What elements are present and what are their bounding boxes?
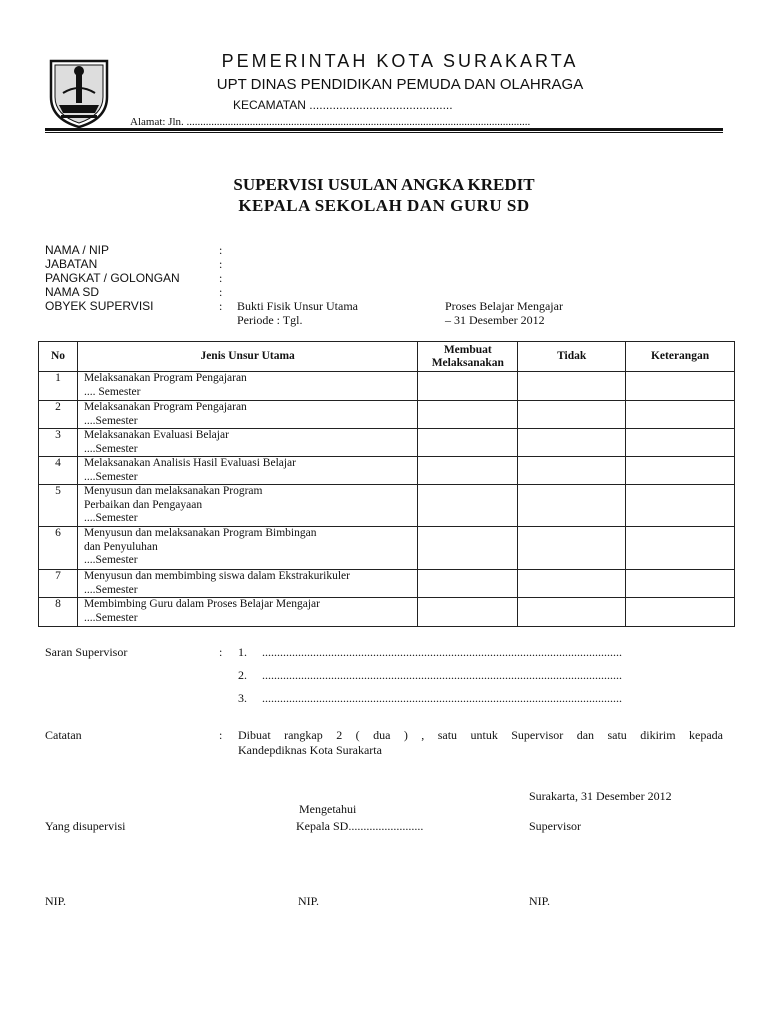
signature-mengetahui: Mengetahui (299, 802, 357, 816)
signature-nip-left: NIP. (45, 894, 67, 908)
signature-kepala-sd: Kepala SD......................... (296, 819, 424, 833)
field-label-jabatan: JABATAN (45, 257, 98, 271)
saran-item-field-2[interactable]: ........................................................................................................................ (262, 668, 622, 682)
saran-item-field-1[interactable]: ........................................................................................................................ (262, 645, 622, 659)
tidak-cell[interactable] (518, 429, 626, 457)
tidak-cell[interactable] (518, 401, 626, 429)
row-description (77, 401, 417, 429)
field-colon: : (219, 243, 223, 257)
keterangan-cell[interactable] (626, 598, 735, 627)
obyek-proses: Proses Belajar Mengajar (445, 299, 563, 313)
periode-label: Periode : Tgl. (237, 313, 303, 327)
keterangan-cell[interactable] (626, 401, 735, 429)
row-number: 8 (39, 598, 78, 627)
row-description-line2: .... Semester (83, 385, 141, 398)
saran-item-num-2: 2. (238, 668, 247, 682)
row-description (77, 570, 417, 598)
saran-item-field-3[interactable]: ........................................................................................................................ (262, 691, 622, 705)
row-description-line2: ....Semester (83, 583, 138, 596)
column-header-membuat-line2: Melaksanakan (431, 356, 504, 369)
tidak-cell[interactable] (518, 457, 626, 485)
header-rule-thick (45, 128, 723, 131)
row-description-line3: ....Semester (83, 512, 138, 524)
row-description-line2: ....Semester (83, 442, 138, 455)
catatan-label: Catatan (45, 728, 82, 742)
row-number: 7 (39, 570, 78, 598)
table-row (39, 372, 735, 401)
row-description-line1: Melaksanakan Evaluasi Belajar (83, 429, 229, 441)
row-number: 6 (39, 527, 78, 570)
row-description-line2: dan Penyuluhan (83, 540, 158, 553)
field-colon: : (219, 271, 223, 285)
saran-label: Saran Supervisor (45, 645, 128, 659)
membuat-cell[interactable] (418, 570, 518, 598)
table-row (39, 570, 735, 598)
periode-value: – 31 Desember 2012 (445, 313, 545, 327)
keterangan-cell[interactable] (626, 429, 735, 457)
row-description (77, 527, 417, 570)
document-title-line2: KEPALA SEKOLAH DAN GURU SD (238, 196, 530, 215)
document-title-line1: SUPERVISI USULAN ANGKA KREDIT (233, 175, 535, 194)
row-description-line1: Menyusun dan melaksanakan Program Bimbingan (83, 527, 317, 539)
field-colon: : (219, 299, 223, 313)
header-rule-thin (45, 132, 723, 133)
row-description-line1: Melaksanakan Program Pengajaran (83, 401, 247, 413)
saran-colon: : (219, 645, 223, 659)
row-description-line2: Perbaikan dan Pengayaan (83, 498, 203, 511)
table-row (39, 457, 735, 485)
signature-place-date: Surakarta, 31 Desember 2012 (529, 789, 672, 803)
header-district: KECAMATAN ........................................... (233, 98, 453, 112)
row-number: 5 (39, 485, 78, 527)
membuat-cell[interactable] (418, 457, 518, 485)
column-header-no: No (39, 342, 78, 372)
membuat-cell[interactable] (418, 598, 518, 627)
membuat-cell[interactable] (418, 429, 518, 457)
row-description-line1: Melaksanakan Program Pengajaran (83, 372, 247, 384)
row-description (77, 372, 417, 401)
supervision-table (38, 341, 735, 627)
row-number: 1 (39, 372, 78, 401)
table-header-row (39, 342, 735, 372)
membuat-cell[interactable] (418, 401, 518, 429)
row-description-line3: ....Semester (83, 554, 138, 566)
membuat-cell[interactable] (418, 527, 518, 570)
row-description-line1: Melaksanakan Analisis Hasil Evaluasi Belajar (83, 457, 296, 469)
field-label-pangkat: PANGKAT / GOLONGAN (45, 271, 180, 285)
catatan-colon: : (219, 728, 223, 742)
keterangan-cell[interactable] (626, 457, 735, 485)
table-row (39, 429, 735, 457)
table-row (39, 527, 735, 570)
row-description-line2: ....Semester (83, 414, 138, 427)
signature-nip-right: NIP. (529, 894, 551, 908)
column-header-membuat-line1: Membuat (443, 343, 492, 356)
table-row (39, 401, 735, 429)
field-label-nama-sd: NAMA SD (45, 285, 100, 299)
row-description (77, 457, 417, 485)
signature-supervisor: Supervisor (529, 819, 581, 833)
city-coat-of-arms-logo (45, 57, 113, 129)
table-row (39, 485, 735, 527)
row-description-line1: Menyusun dan melaksanakan Program (83, 485, 263, 497)
column-header-membuat (418, 342, 518, 372)
table-row (39, 598, 735, 627)
saran-item-num-3: 3. (238, 691, 247, 705)
tidak-cell[interactable] (518, 485, 626, 527)
field-colon: : (219, 285, 223, 299)
membuat-cell[interactable] (418, 485, 518, 527)
row-description-line2: ....Semester (83, 611, 138, 624)
keterangan-cell[interactable] (626, 485, 735, 527)
header-government-name: PEMERINTAH KOTA SURAKARTA (221, 51, 579, 71)
row-description-line1: Menyusun dan membimbing siswa dalam Ekstrakurikuler (83, 570, 350, 582)
field-label-nama-nip: NAMA / NIP (45, 243, 110, 257)
obyek-unsur: Bukti Fisik Unsur Utama (237, 299, 359, 313)
row-number: 4 (39, 457, 78, 485)
column-header-tidak: Tidak (518, 342, 626, 372)
keterangan-cell[interactable] (626, 527, 735, 570)
catatan-text-line2: Kandepdiknas Kota Surakarta (238, 743, 382, 757)
column-header-jenis: Jenis Unsur Utama (77, 342, 417, 372)
signature-yang-disupervisi: Yang disupervisi (45, 819, 126, 833)
row-number: 2 (39, 401, 78, 429)
field-colon: : (219, 257, 223, 271)
saran-item-num-1: 1. (238, 645, 247, 659)
membuat-cell[interactable] (418, 372, 518, 401)
row-description-line1: Membimbing Guru dalam Proses Belajar Mengajar (83, 598, 320, 610)
tidak-cell[interactable] (518, 527, 626, 570)
tidak-cell[interactable] (518, 598, 626, 627)
row-description (77, 598, 417, 627)
header-agency-name: UPT DINAS PENDIDIKAN PEMUDA DAN OLAHRAGA (216, 76, 584, 93)
keterangan-cell[interactable] (626, 372, 735, 401)
row-description (77, 485, 417, 527)
row-description-line2: ....Semester (83, 470, 138, 483)
tidak-cell[interactable] (518, 372, 626, 401)
row-description (77, 429, 417, 457)
keterangan-cell[interactable] (626, 570, 735, 598)
field-label-obyek: OBYEK SUPERVISI (45, 299, 154, 313)
catatan-text-line1: Dibuat rangkap 2 ( dua ) , satu untuk Supervisor dan satu dikirim kepada (238, 728, 723, 742)
row-number: 3 (39, 429, 78, 457)
header-address: Alamat: Jln. ............................................................................................................................. (130, 116, 531, 128)
signature-nip-middle: NIP. (298, 894, 320, 908)
tidak-cell[interactable] (518, 570, 626, 598)
column-header-keterangan: Keterangan (626, 342, 735, 372)
